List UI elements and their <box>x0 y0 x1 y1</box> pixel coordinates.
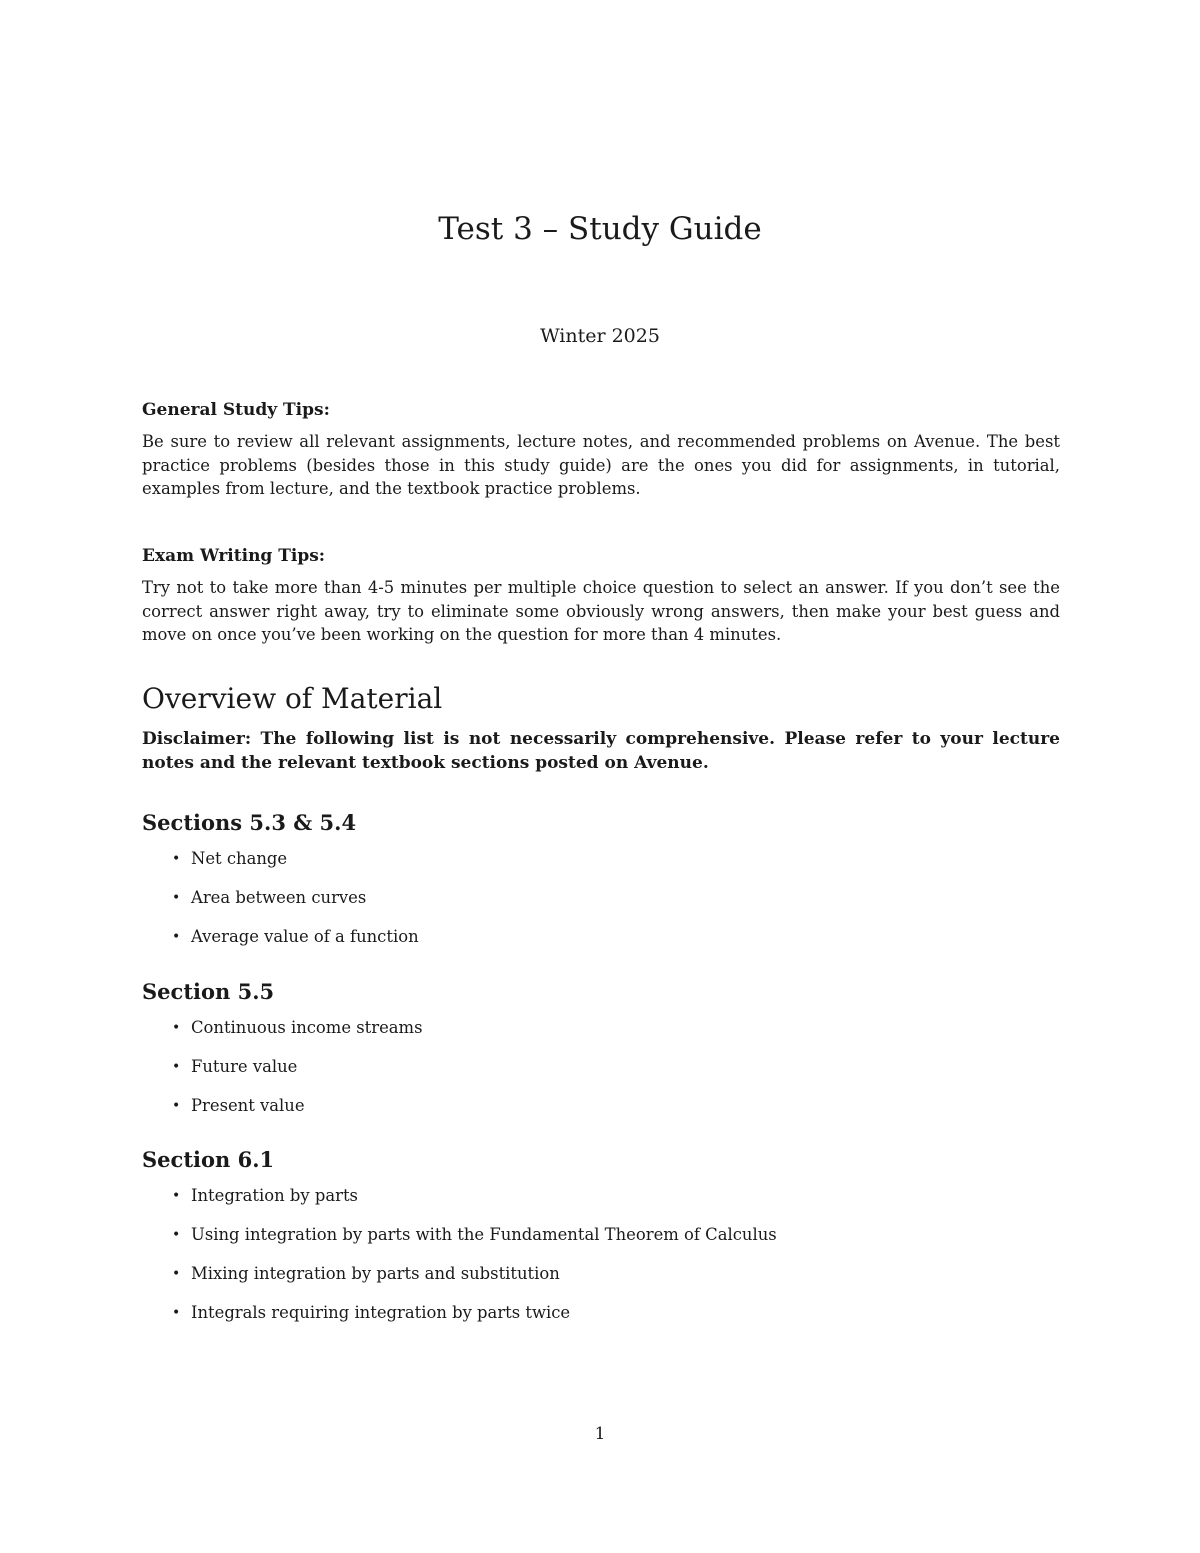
section-item-list <box>142 1018 1060 1135</box>
list-item: • Area between curves <box>172 888 367 907</box>
section-5-5 <box>142 979 1060 1135</box>
bullet-icon: • <box>172 1020 181 1036</box>
exam-tips-block <box>142 546 1060 647</box>
bullet-icon: • <box>172 1305 181 1321</box>
list-item: • Continuous income streams <box>172 1018 423 1037</box>
overview-heading: Overview of Material <box>142 682 443 715</box>
exam-tips-heading: Exam Writing Tips: <box>142 546 326 566</box>
general-tips-body: Be sure to review all relevant assignments, lecture notes, and recommended problems on Avenue. The best practice problems (besides those in this study guide) are the ones you did for assignments, in tutorial, examples from lecture, and the textbook practice problems. <box>142 432 1060 499</box>
bullet-icon: • <box>172 1227 181 1243</box>
section-6-1 <box>142 1147 1060 1342</box>
section-heading: Section 6.1 <box>142 1147 275 1172</box>
bullet-icon: • <box>172 929 181 945</box>
list-item: • Mixing integration by parts and substitution <box>172 1264 560 1283</box>
list-item: • Using integration by parts with the Fundamental Theorem of Calculus <box>172 1225 777 1244</box>
list-item: • Present value <box>172 1096 305 1115</box>
section-item-list <box>142 849 1060 966</box>
bullet-icon: • <box>172 1098 181 1114</box>
overview-disclaimer: Disclaimer: The following list is not necessarily comprehensive. Please refer to your lecture notes and the relevant textbook sections posted on Avenue. <box>142 729 1060 773</box>
general-tips-heading: General Study Tips: <box>142 400 330 420</box>
bullet-icon: • <box>172 1266 181 1282</box>
document-term: Winter 2025 <box>540 325 660 347</box>
general-tips-block <box>142 400 1060 501</box>
list-item: • Future value <box>172 1057 298 1076</box>
section-heading: Sections 5.3 & 5.4 <box>142 810 357 835</box>
document-title: Test 3 – Study Guide <box>438 211 762 247</box>
section-heading: Section 5.5 <box>142 979 275 1004</box>
bullet-icon: • <box>172 1188 181 1204</box>
bullet-icon: • <box>172 1059 181 1075</box>
bullet-icon: • <box>172 851 181 867</box>
overview-block <box>142 682 1060 775</box>
section-5-3-5-4 <box>142 810 1060 966</box>
list-item: • Integration by parts <box>172 1186 358 1205</box>
list-item: • Net change <box>172 849 288 868</box>
bullet-icon: • <box>172 890 181 906</box>
section-item-list <box>142 1186 1060 1342</box>
list-item: • Average value of a function <box>172 927 419 946</box>
page-number: 1 <box>594 1424 606 1444</box>
exam-tips-body: Try not to take more than 4-5 minutes per multiple choice question to select an answer. If you don’t see the correct answer right away, try to eliminate some obviously wrong answers, then make your best guess and move on once you’ve been working on the question for more than 4 minutes. <box>142 578 1060 645</box>
list-item: • Integrals requiring integration by parts twice <box>172 1303 571 1322</box>
